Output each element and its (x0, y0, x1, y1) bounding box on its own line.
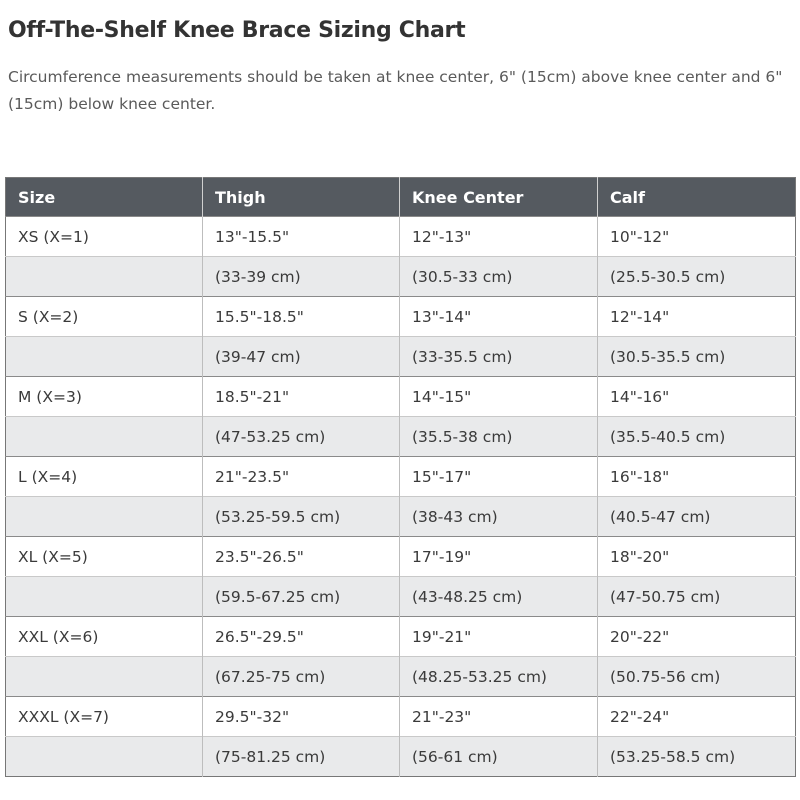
knee-cm-cell: (43-48.25 cm) (400, 577, 598, 617)
knee-inches-cell: 14"-15" (400, 377, 598, 417)
knee-cm-cell: (35.5-38 cm) (400, 417, 598, 457)
size-cell: XL (X=5) (6, 537, 203, 577)
calf-cm-cell: (30.5-35.5 cm) (598, 337, 796, 377)
table-row-cm (6, 497, 796, 537)
calf-inches-cell: 16"-18" (598, 457, 796, 497)
calf-inches-cell: 20"-22" (598, 617, 796, 657)
knee-inches-cell: 19"-21" (400, 617, 598, 657)
header-size: Size (6, 178, 203, 217)
calf-inches-cell: 12"-14" (598, 297, 796, 337)
table-row-cm (6, 577, 796, 617)
thigh-inches-cell: 26.5"-29.5" (203, 617, 400, 657)
table-row-cm (6, 257, 796, 297)
size-cell: M (X=3) (6, 377, 203, 417)
sizing-table (5, 177, 796, 777)
thigh-cm-cell: (75-81.25 cm) (203, 737, 400, 777)
calf-cm-cell: (53.25-58.5 cm) (598, 737, 796, 777)
knee-cm-cell: (38-43 cm) (400, 497, 598, 537)
empty-size-cell (6, 497, 203, 537)
empty-size-cell (6, 257, 203, 297)
empty-size-cell (6, 417, 203, 457)
calf-inches-cell: 14"-16" (598, 377, 796, 417)
knee-cm-cell: (48.25-53.25 cm) (400, 657, 598, 697)
table-row-inches (6, 697, 796, 737)
table-row-inches (6, 537, 796, 577)
thigh-cm-cell: (53.25-59.5 cm) (203, 497, 400, 537)
knee-cm-cell: (30.5-33 cm) (400, 257, 598, 297)
thigh-inches-cell: 13"-15.5" (203, 217, 400, 257)
table-row-inches (6, 297, 796, 337)
page-title: Off-The-Shelf Knee Brace Sizing Chart (8, 18, 466, 43)
thigh-cm-cell: (47-53.25 cm) (203, 417, 400, 457)
calf-cm-cell: (35.5-40.5 cm) (598, 417, 796, 457)
table-header-row (6, 178, 796, 217)
table-row-inches (6, 217, 796, 257)
header-thigh: Thigh (203, 178, 400, 217)
thigh-inches-cell: 21"-23.5" (203, 457, 400, 497)
calf-cm-cell: (40.5-47 cm) (598, 497, 796, 537)
thigh-inches-cell: 15.5"-18.5" (203, 297, 400, 337)
thigh-cm-cell: (67.25-75 cm) (203, 657, 400, 697)
thigh-cm-cell: (59.5-67.25 cm) (203, 577, 400, 617)
calf-cm-cell: (47-50.75 cm) (598, 577, 796, 617)
table-row-inches (6, 457, 796, 497)
thigh-inches-cell: 23.5"-26.5" (203, 537, 400, 577)
thigh-cm-cell: (39-47 cm) (203, 337, 400, 377)
header-knee-center: Knee Center (400, 178, 598, 217)
knee-inches-cell: 13"-14" (400, 297, 598, 337)
table-row-cm (6, 337, 796, 377)
empty-size-cell (6, 737, 203, 777)
thigh-cm-cell: (33-39 cm) (203, 257, 400, 297)
page-subtitle: Circumference measurements should be taken at knee center, 6" (15cm) above knee center and 6" (15cm) below knee center. (8, 68, 783, 113)
calf-cm-cell: (25.5-30.5 cm) (598, 257, 796, 297)
empty-size-cell (6, 577, 203, 617)
header-calf: Calf (598, 178, 796, 217)
empty-size-cell (6, 657, 203, 697)
table-row-cm (6, 657, 796, 697)
calf-inches-cell: 22"-24" (598, 697, 796, 737)
knee-cm-cell: (33-35.5 cm) (400, 337, 598, 377)
calf-cm-cell: (50.75-56 cm) (598, 657, 796, 697)
knee-inches-cell: 21"-23" (400, 697, 598, 737)
table-row-inches (6, 377, 796, 417)
size-cell: L (X=4) (6, 457, 203, 497)
size-cell: XS (X=1) (6, 217, 203, 257)
knee-inches-cell: 12"-13" (400, 217, 598, 257)
size-cell: XXL (X=6) (6, 617, 203, 657)
thigh-inches-cell: 29.5"-32" (203, 697, 400, 737)
table-row-inches (6, 617, 796, 657)
calf-inches-cell: 10"-12" (598, 217, 796, 257)
thigh-inches-cell: 18.5"-21" (203, 377, 400, 417)
empty-size-cell (6, 337, 203, 377)
table-row-cm (6, 417, 796, 457)
table-row-cm (6, 737, 796, 777)
calf-inches-cell: 18"-20" (598, 537, 796, 577)
size-cell: S (X=2) (6, 297, 203, 337)
knee-cm-cell: (56-61 cm) (400, 737, 598, 777)
knee-inches-cell: 15"-17" (400, 457, 598, 497)
size-cell: XXXL (X=7) (6, 697, 203, 737)
knee-inches-cell: 17"-19" (400, 537, 598, 577)
